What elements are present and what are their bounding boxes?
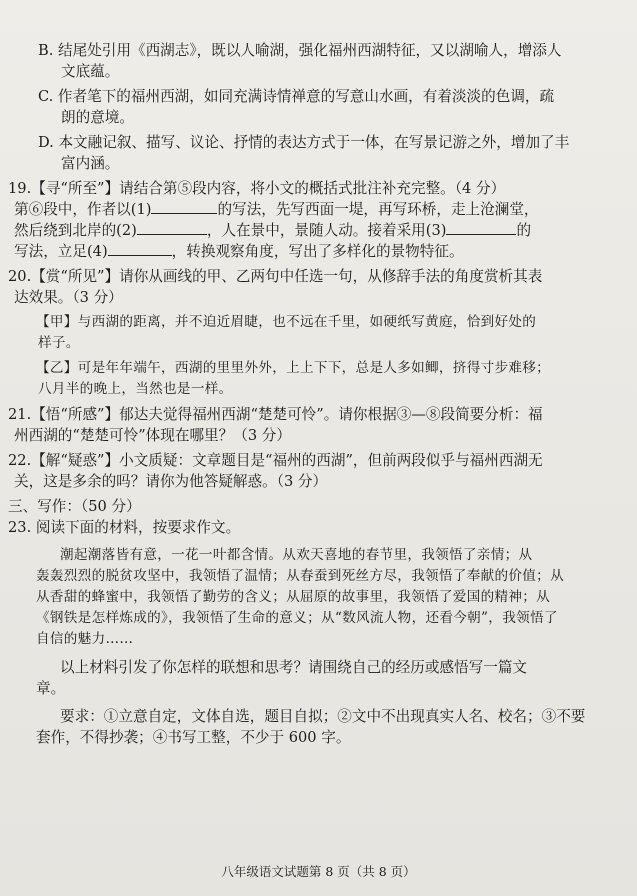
question-19-line4	[8, 241, 621, 262]
q19-text-d: ，人在景中，景随人动。接着采用(3)	[206, 222, 447, 239]
requirements-line2: 套作，不得抄袭；④书写工整，不少于 600 字。	[36, 729, 351, 746]
q19-text-c: 然后绕到北岸的(2)	[14, 222, 137, 239]
answer-blank-4[interactable]	[108, 241, 172, 256]
sentence-jia-line2: 样子。	[38, 335, 80, 351]
q19-text-b: 的写法，先写西面一堤，再写环桥，走上沧澜堂，	[217, 201, 539, 218]
answer-blank-3[interactable]	[446, 220, 516, 235]
option-d-line2: 富内涵。	[61, 155, 120, 172]
option-d-line1: D. 本文融记叙、描写、议论、抒情的表达方式于一体，在写景记游之外，增加了丰	[38, 134, 570, 151]
material-line5: 自信的魅力……	[36, 631, 134, 647]
question-22-line2: 关，这是多余的吗？请你为他答疑解惑。（3 分）	[14, 473, 328, 490]
option-b-line1: B. 结尾处引用《西湖志》，既以人喻湖，强化福州西湖特征，又以湖喻人，增添人	[38, 42, 562, 59]
question-19-line3	[8, 220, 621, 241]
q19-text-f: 写法，立足(4)	[14, 243, 108, 260]
material-line4: 《钢铁是怎样炼成的》，我领悟了生命的意义；从“数风流人物，还看今朝”，我领悟了	[36, 610, 558, 626]
question-21-line2: 州西湖的“楚楚可怜”体现在哪里？（3 分）	[14, 427, 291, 444]
prompt-line2: 章。	[36, 680, 66, 697]
q19-text-g: ，转换观察角度，写出了多样化的景物特征。	[171, 243, 464, 260]
question-20-line2: 达效果。（3 分）	[14, 289, 123, 306]
option-c-line1: C. 作者笔下的福州西湖，如同充满诗情禅意的写意山水画，有着淡淡的色调，疏	[38, 88, 555, 105]
answer-blank-1[interactable]	[151, 199, 217, 214]
question-19-line2	[8, 199, 621, 220]
q19-text-a: 第⑥段中，作者以(1)	[14, 201, 152, 218]
question-19-title: 19.【寻“所至”】请结合第⑤段内容，将小文的概括式批注补充完整。（4 分）	[8, 180, 506, 197]
answer-blank-2[interactable]	[137, 220, 207, 235]
sentence-yi-line2: 八月半的晚上，当然也是一样。	[38, 381, 233, 397]
material-line3: 从香甜的蜂蜜中，我领悟了勤劳的含义；从屈原的故事里，我领悟了爱国的精神；从	[36, 589, 551, 605]
material-line2: 轰轰烈烈的脱贫攻坚中，我领悟了温情；从春蚕到死丝方尽，我领悟了奉献的价值；从	[36, 568, 564, 584]
sentence-yi-line1: 【乙】可是年年端午，西湖的里里外外，上上下下，总是人多如鲫，挤得寸步难移；	[36, 360, 551, 376]
section-3-heading: 三、写作：（50 分）	[8, 498, 141, 515]
question-22-title: 22.【解“疑惑”】小文质疑：文章题目是“福州的西湖”，但前两段似乎与福州西湖无	[8, 452, 543, 469]
requirements-line1: 要求：①立意自定，文体自选，题目自拟；②文中不出现真实人名、校名；③不要	[60, 708, 586, 725]
option-b-line2: 文底蕴。	[61, 63, 120, 80]
question-23-title: 23. 阅读下面的材料，按要求作文。	[8, 519, 241, 536]
prompt-line1: 以上材料引发了你怎样的联想和思考？请围绕自己的经历或感悟写一篇文	[60, 659, 528, 676]
sentence-jia-line1: 【甲】与西湖的距离，并不迫近眉睫，也不远在千里，如硬纸写黄庭，恰到好处的	[36, 314, 537, 330]
material-line1: 潮起潮落皆有意，一花一叶都含情。从欢天喜地的春节里，我领悟了亲情；从	[60, 547, 533, 563]
q19-text-e: 的	[516, 222, 532, 239]
question-20-title: 20.【赏“所见”】请你从画线的甲、乙两句中任选一句，从修辞手法的角度赏析其表	[8, 268, 543, 285]
option-c-line2: 朗的意境。	[61, 109, 134, 126]
question-21-title: 21.【悟“所感”】郁达夫觉得福州西湖“楚楚可怜”。请你根据③—⑧段简要分析：福	[8, 406, 543, 423]
page-footer: 八年级语文试题第 8 页（共 8 页）	[221, 864, 416, 879]
